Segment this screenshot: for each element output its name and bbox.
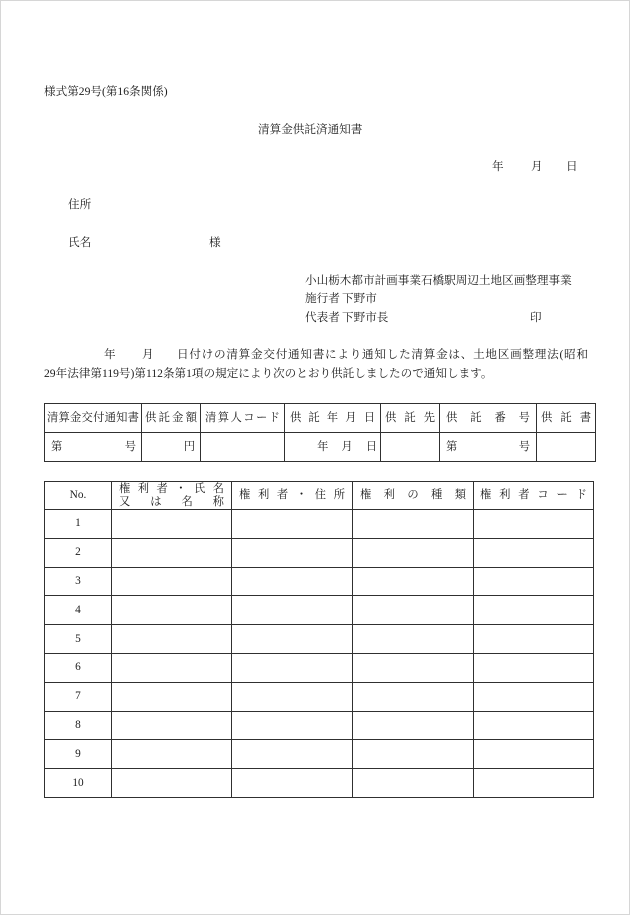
header-glyph: 書 [127,411,139,424]
header-glyph: 供 [145,411,157,424]
table-row [45,682,594,711]
header-glyph: 金 [70,411,82,424]
issuer-representative: 下野市長 [342,311,389,324]
header-glyph: コ [243,411,255,424]
cell-holder-code [474,740,594,769]
cell-holder-code [474,567,594,596]
cell-holder-address [232,596,353,625]
body-month-label: 月 [142,348,154,361]
header-holder-code [480,489,587,502]
header-glyph: 通 [104,411,116,424]
table-row [45,567,594,596]
cell-right-type [353,769,474,798]
cell-deposit-amount [142,433,201,462]
cell-deposit-number [440,433,537,462]
cell-right-type [353,567,474,596]
cell-notice-number [45,433,142,462]
cell-right-type [353,510,474,539]
header-glyph: 者 [156,483,168,495]
cell-depository [381,433,440,462]
header-cell [45,404,142,433]
header-glyph: 名 [212,483,224,495]
table-row [45,711,594,740]
header-glyph: 名 [181,495,193,508]
header-glyph: 月 [345,411,357,424]
header-glyph: 供 [385,411,397,424]
header-notice-document [47,412,139,425]
header-glyph: 額 [185,411,197,424]
header-glyph: 称 [212,495,224,508]
body-text-line2: 29年法律第119号)第112条第1項の規定により次のとおり供託しましたので通知します。 [44,367,493,380]
cell-holder-code [474,682,594,711]
body-year-label: 年 [104,348,116,361]
header-glyph: 託 [560,411,572,424]
header-glyph: 先 [423,411,435,424]
cell-holder-code [474,538,594,567]
header-glyph: 所 [333,489,345,501]
header-glyph: 権 [239,489,251,501]
table-row [45,740,594,769]
header-glyph: コ [537,489,549,501]
cell-right-type [353,538,474,567]
header-cell [353,482,474,510]
cell-no: 4 [45,596,112,625]
cell-holder-name [112,740,232,769]
header-glyph: 者 [276,489,289,501]
deposit-date-month: 月 [341,440,353,453]
cell-holder-address [232,625,353,654]
header-deposit-certificate [541,412,591,425]
cell-holder-address [232,653,353,682]
notice-number-prefix: 第 [51,440,63,453]
header-glyph: の [407,489,419,501]
header-glyph: 供 [541,411,553,424]
cell-holder-address [232,538,353,567]
cell-holder-name [112,682,232,711]
header-glyph: 氏 [193,483,206,495]
header-cell [142,404,201,433]
header-deposit-number [446,412,530,425]
cell-no: 9 [45,740,112,769]
cell-holder-code [474,769,594,798]
header-glyph: 利 [257,489,270,501]
header-glyph: 日 [363,411,375,424]
cell-holder-address [232,740,353,769]
form-number: 様式第29号(第16条関係) [44,85,168,98]
deposit-table-header-row [45,404,596,433]
cell-right-type [353,740,474,769]
cell-no: 5 [45,625,112,654]
header-glyph: 算 [217,411,230,424]
deposit-number-prefix: 第 [446,440,458,453]
header-glyph: 種 [431,489,443,501]
date-year-label: 年 [492,160,504,173]
header-glyph: ー [255,411,268,424]
cell-no: 6 [45,653,112,682]
table-row [45,653,594,682]
header-glyph: 託 [158,411,170,424]
amount-unit: 円 [183,440,195,453]
header-glyph: 利 [499,489,511,501]
header-glyph: 権 [119,483,131,495]
header-glyph: 算 [58,411,70,424]
header-glyph: は [150,495,162,508]
header-glyph: 又 [119,495,131,508]
cell-holder-name [112,567,232,596]
rights-table-header-row [45,482,594,510]
table-row [45,596,594,625]
deposit-number-field [446,441,530,454]
header-deposit-amount [145,412,197,425]
header-glyph: 金 [172,411,184,424]
header-glyph: 年 [326,411,339,424]
header-glyph: ・ [295,489,308,501]
header-cell [112,482,232,510]
header-glyph: 託 [470,411,482,424]
cell-no: 7 [45,682,112,711]
header-cell [474,482,594,510]
cell-holder-address [232,769,353,798]
header-glyph: 住 [314,489,327,501]
header-glyph: ド [575,489,587,501]
cell-holder-address [232,510,353,539]
header-glyph: 者 [518,489,530,501]
document-title: 清算金供託済通知書 [258,123,363,136]
header-cell [285,404,381,433]
cell-no: 10 [45,769,112,798]
header-glyph: 付 [93,411,105,424]
deposit-table-row [45,433,596,462]
header-glyph: 権 [360,489,372,501]
header-glyph: 託 [404,411,416,424]
header-cell [537,404,596,433]
header-holder-name [119,483,224,496]
issuer-executor-label: 施行者 [305,292,340,305]
table-row [45,538,594,567]
date-month-label: 月 [531,160,543,173]
recipient-address-label: 住所 [68,198,92,211]
cell-holder-code [474,510,594,539]
cell-deposit-date [285,433,381,462]
header-glyph: 知 [116,411,128,424]
cell-no: 2 [45,538,112,567]
header-glyph: 人 [230,411,242,424]
header-glyph: 供 [290,411,302,424]
header-glyph: 号 [518,411,530,424]
notice-number-field [51,441,136,454]
header-glyph: 清 [47,411,59,424]
table-row [45,625,594,654]
header-deposit-date [290,412,375,425]
header-glyph: ド [268,411,280,424]
recipient-honorific: 様 [209,236,221,249]
header-holder-address [239,489,345,502]
cell-no: 8 [45,711,112,740]
header-glyph: 権 [480,489,492,501]
cell-holder-name [112,596,232,625]
body-text-line1: 日付けの清算金交付通知書により通知した清算金は、土地区画整理法(昭和 [177,348,588,361]
issuer-project: 小山栃木都市計画事業石橋駅周辺土地区画整理事業 [305,274,572,287]
cell-holder-address [232,711,353,740]
header-right-type [360,489,466,502]
seal-mark: 印 [530,311,542,324]
rights-table [44,481,594,798]
header-cell [381,404,440,433]
cell-holder-address [232,682,353,711]
deposit-date-day: 日 [365,440,377,453]
header-settlement-code [205,412,280,425]
header-cell [201,404,285,433]
header-glyph: 清 [205,411,217,424]
deposit-table [44,403,596,462]
header-glyph: 書 [579,411,591,424]
cell-holder-code [474,625,594,654]
deposit-date-year: 年 [317,440,329,453]
date-day-label: 日 [566,160,578,173]
cell-holder-code [474,711,594,740]
cell-no: 3 [45,567,112,596]
cell-holder-name [112,769,232,798]
cell-settlement-code [201,433,285,462]
cell-right-type [353,711,474,740]
cell-deposit-certificate [537,433,596,462]
header-glyph: ー [556,489,568,501]
cell-right-type [353,596,474,625]
header-glyph: ・ [175,483,187,495]
table-row [45,769,594,798]
cell-holder-name [112,538,232,567]
cell-right-type [353,682,474,711]
header-depository [385,412,435,425]
table-row [45,510,594,539]
cell-holder-name [112,653,232,682]
recipient-name-label: 氏名 [68,236,92,249]
header-cell [232,482,353,510]
cell-right-type [353,653,474,682]
header-no: No. [45,482,112,510]
issuer-executor: 下野市 [342,292,377,305]
header-glyph: 類 [454,489,466,501]
header-cell [440,404,537,433]
cell-holder-code [474,596,594,625]
notice-number-suffix: 号 [124,440,136,453]
cell-holder-name [112,510,232,539]
header-glyph: 利 [383,489,395,501]
header-glyph: 供 [446,411,458,424]
header-glyph: 交 [81,411,93,424]
cell-holder-name [112,711,232,740]
header-holder-name-alt [119,496,224,509]
cell-holder-name [112,625,232,654]
cell-holder-address [232,567,353,596]
header-glyph: 託 [308,411,320,424]
cell-holder-code [474,653,594,682]
cell-right-type [353,625,474,654]
cell-no: 1 [45,510,112,539]
issuer-representative-label: 代表者 [305,311,340,324]
deposit-number-suffix: 号 [518,440,530,453]
header-glyph: 番 [494,411,506,424]
header-glyph: 利 [137,483,150,495]
